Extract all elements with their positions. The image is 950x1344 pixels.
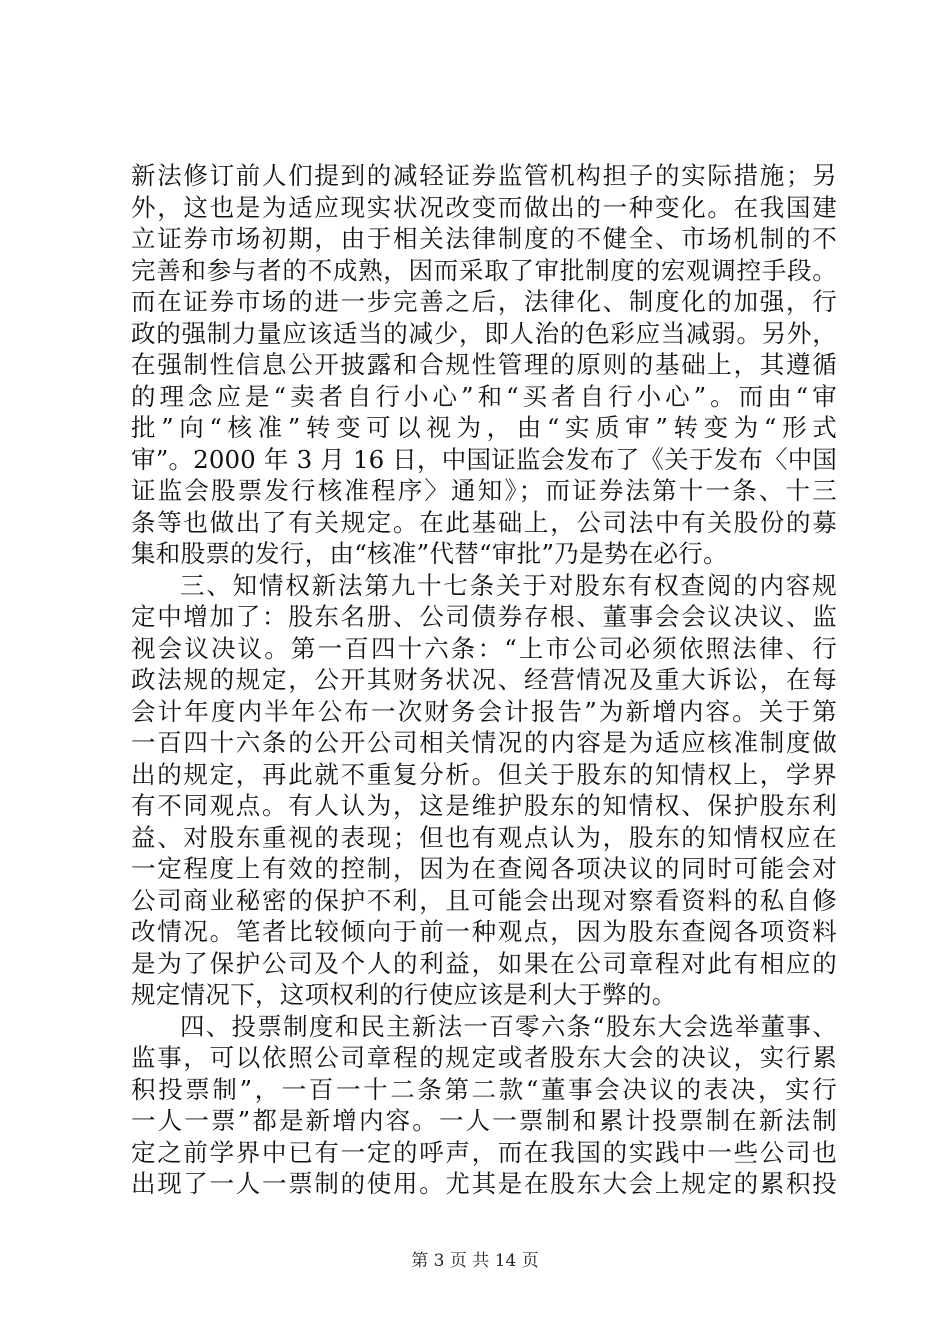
text-line: 一人一票”都是新增内容。一人一票制和累计投票制在新法制 [131,1106,837,1135]
text-line: 积投票制”，一百一十二条第二款“董事会决议的表决，实行 [131,1074,837,1104]
text-line: 政法规的规定，公开其财务状况、经营情况及重大诉讼，在每 [131,665,837,694]
text-line: 条等也做出了有关规定。在此基础上，公司法中有关股份的募 [131,507,837,537]
text-line: 在强制性信息公开披露和合规性管理的原则的基础上，其遵循 [131,350,837,379]
text-line: 审”。2000 年 3 月 16 日，中国证监会发布了《关于发布〈中国 [131,444,837,474]
text-line: 而在证券市场的进一步完善之后，法律化、制度化的加强，行 [131,287,837,316]
text-line: 会计年度内半年公布一次财务会计报告”为新增内容。关于第 [131,696,837,726]
text-line: 定中增加了：股东名册、公司债券存根、董事会会议决议、监 [131,602,837,631]
text-line: 监事，可以依照公司章程的规定或者股东大会的决议，实行累 [131,1043,837,1072]
text-line: 公司商业秘密的保护不利，且可能会出现对察看资料的私自修 [131,885,837,915]
text-line: 规定情况下，这项权利的行使应该是利大于弊的。 [131,980,677,1009]
text-line: 出现了一人一票制的使用。尤其是在股东大会上规定的累积投 [131,1169,837,1198]
text-line: 集和股票的发行，由“核准”代替“审批”乃是势在必行。 [131,539,728,568]
text-line: 改情况。笔者比较倾向于前一种观点，因为股东查阅各项资料 [131,917,837,946]
text-line: 定之前学界中已有一定的呼声，而在我国的实践中一些公司也 [131,1137,837,1167]
text-line: 是为了保护公司及个人的利益，如果在公司章程对此有相应的 [131,948,837,978]
text-line: 三、知情权新法第九十七条关于对股东有权查阅的内容规 [180,570,837,600]
text-line: 四、投票制度和民主新法一百零六条“股东大会选举董事、 [180,1011,837,1041]
document-body [131,160,837,1200]
text-line: 立证券市场初期，由于相关法律制度的不健全、市场机制的不 [131,224,837,253]
text-line: 的理念应是“卖者自行小心”和“买者自行小心”。而由“审 [131,381,837,411]
text-line: 政的强制力量应该适当的减少，即人治的色彩应当减弱。另外， [131,318,837,348]
text-line: 完善和参与者的不成熟，因而采取了审批制度的宏观调控手段。 [131,255,837,285]
text-line: 一百四十六条的公开公司相关情况的内容是为适应核准制度做 [131,728,837,757]
text-line: 批”向“核准”转变可以视为，由“实质审”转变为“形式 [131,413,837,442]
text-line: 有不同观点。有人认为，这是维护股东的知情权、保护股东利 [131,791,837,820]
text-line: 视会议决议。第一百四十六条：“上市公司必须依照法律、行 [131,633,837,663]
text-line: 新法修订前人们提到的减轻证券监管机构担子的实际措施；另 [131,161,837,190]
page-footer: 第 3 页 共 14 页 [411,1251,539,1271]
text-line: 一定程度上有效的控制，因为在查阅各项决议的同时可能会对 [131,854,837,883]
text-line: 外，这也是为适应现实状况改变而做出的一种变化。在我国建 [131,192,837,222]
text-line: 益、对股东重视的表现；但也有观点认为，股东的知情权应在 [131,822,837,852]
text-line: 证监会股票发行核准程序〉通知》；而证券法第十一条、十三 [131,476,837,505]
text-line: 出的规定，再此就不重复分析。但关于股东的知情权上，学界 [131,759,837,789]
